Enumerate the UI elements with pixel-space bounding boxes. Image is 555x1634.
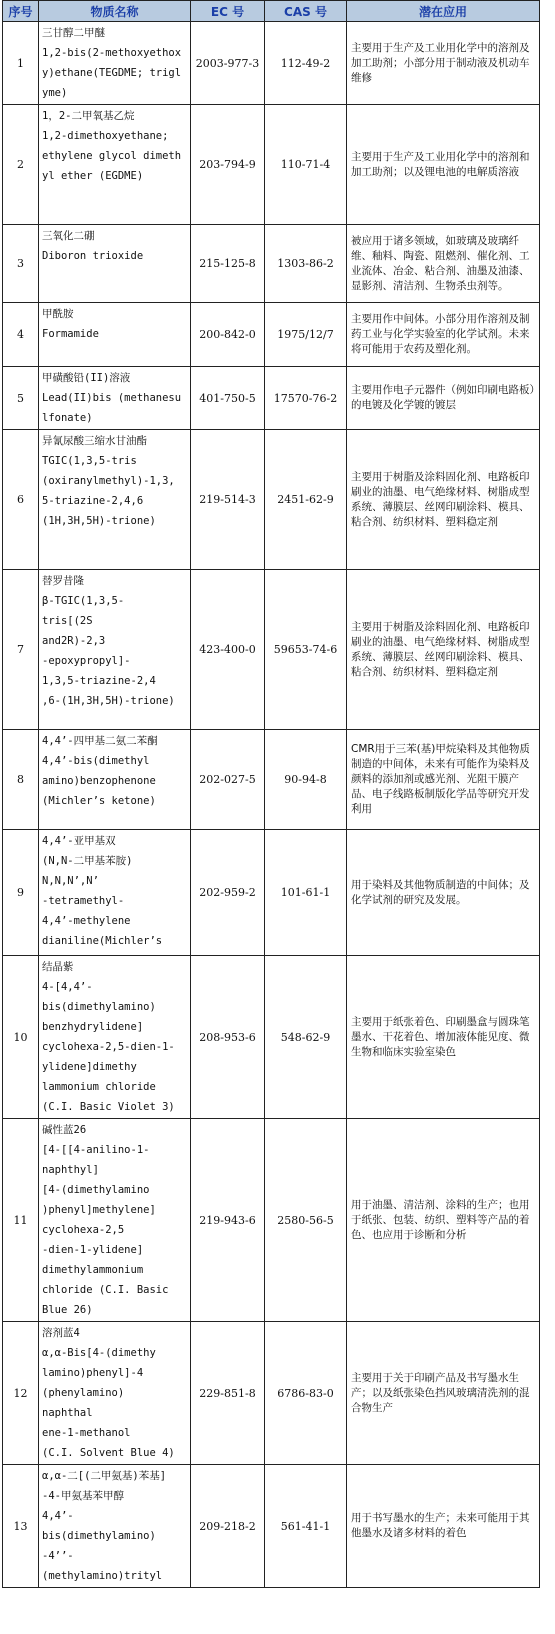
row-substance-name [39, 430, 191, 570]
substance-name-line: 4-[4,4’- [42, 981, 93, 993]
substance-name-line: [4-[[4-anilino-1- [42, 1144, 150, 1156]
table-row [3, 303, 540, 367]
substance-name-line: TGIC(1,3,5-tris [42, 455, 137, 467]
header-ec: EC 号 [191, 1, 265, 22]
table-row [3, 1322, 540, 1465]
substance-table [2, 0, 540, 1588]
row-ec-number: 2003-977-3 [191, 22, 265, 105]
row-potential-use: 主要用于树脂及涂料固化剂、电路板印刷业的油墨、电气绝缘材料、树脂成型系统、薄膜层、丝网印刷涂料、模具、粘合剂、纺织材料、塑料稳定剂 [347, 570, 540, 730]
substance-name-line: naphthal [42, 1407, 93, 1419]
substance-name-line: cyclohexa-2,5-dien-1- [42, 1041, 175, 1053]
row-seq: 7 [3, 570, 39, 730]
row-potential-use: 被应用于诸多领域，如玻璃及玻璃纤维、釉料、陶瓷、阻燃剂、催化剂、工业流体、冶金、粘合剂、油墨及油漆、显影剂、清洁剂、生物杀虫剂等。 [347, 225, 540, 303]
substance-name-line: 异氰尿酸三缩水甘油酯 [42, 435, 147, 447]
substance-name-line: 4,4’-bis(dimethyl [42, 755, 150, 767]
substance-name-line: ylidene]dimethy [42, 1061, 137, 1073]
row-potential-use: 主要用作电子元器件（例如印刷电路板）的电镀及化学镀的镀层 [347, 367, 540, 430]
substance-name-line: 5-triazine-2,4,6 [42, 495, 144, 507]
row-ec-number: 203-794-9 [191, 105, 265, 225]
row-substance-name [39, 105, 191, 225]
substance-name-line: dimethylammonium [42, 1264, 144, 1276]
substance-name-line: 替罗昔隆 [42, 575, 84, 587]
row-potential-use: 主要用于树脂及涂料固化剂、电路板印刷业的油墨、电气绝缘材料、树脂成型系统、薄膜层、丝网印刷涂料、模具、粘合剂、纺织材料、塑料稳定剂 [347, 430, 540, 570]
row-cas-number: 2580-56-5 [265, 1119, 347, 1322]
row-potential-use: 主要用于纸张着色、印刷墨盒与圆珠笔墨水、干花着色、增加液体能见度、微生物和临床实验室染色 [347, 956, 540, 1119]
substance-name-line: 4,4’-methylene [42, 915, 131, 927]
substance-name-line: -tetramethyl- [42, 895, 125, 907]
substance-name-line: -dien-1-ylidene] [42, 1244, 144, 1256]
substance-name-line: [4-(dimethylamino [42, 1184, 150, 1196]
table-row [3, 730, 540, 830]
row-ec-number: 219-943-6 [191, 1119, 265, 1322]
substance-name-line: (C.I. Solvent Blue 4) [42, 1447, 175, 1459]
row-seq: 11 [3, 1119, 39, 1322]
row-ec-number: 208-953-6 [191, 956, 265, 1119]
row-cas-number: 101-61-1 [265, 830, 347, 956]
substance-name-line: ,6-(1H,3H,5H)-trione) [42, 695, 175, 707]
substance-name-line: (N,N-二甲基苯胺) [42, 855, 133, 867]
table-row [3, 1465, 540, 1588]
substance-name-line: Lead(II)bis (methanesulfonate) [42, 392, 182, 424]
substance-name-line: (methylamino)trityl [42, 1570, 163, 1582]
table-row [3, 105, 540, 225]
table-row [3, 570, 540, 730]
row-ec-number: 202-959-2 [191, 830, 265, 956]
row-cas-number: 110-71-4 [265, 105, 347, 225]
row-seq: 5 [3, 367, 39, 430]
row-ec-number: 423-400-0 [191, 570, 265, 730]
substance-name-line: -4-甲氨基苯甲醇 [42, 1490, 124, 1502]
row-cas-number: 561-41-1 [265, 1465, 347, 1588]
row-cas-number: 2451-62-9 [265, 430, 347, 570]
row-seq: 12 [3, 1322, 39, 1465]
substance-name-line: )phenyl]methylene] [42, 1204, 156, 1216]
row-cas-number: 1975/12/7 [265, 303, 347, 367]
substance-name-line: naphthyl] [42, 1164, 99, 1176]
substance-name-line: 4,4’-四甲基二氨二苯酮 [42, 735, 158, 747]
row-cas-number: 1303-86-2 [265, 225, 347, 303]
row-potential-use: 主要用于关于印刷产品及书写墨水生产；以及纸张染色挡风玻璃清洗剂的混合物生产 [347, 1322, 540, 1465]
row-cas-number: 548-62-9 [265, 956, 347, 1119]
row-substance-name [39, 22, 191, 105]
substance-name-line: 碱性蓝26 [42, 1124, 87, 1136]
substance-name-line: chloride (C.I. Basic [42, 1284, 169, 1296]
row-ec-number: 215-125-8 [191, 225, 265, 303]
substance-name-line: cyclohexa-2,5 [42, 1224, 125, 1236]
row-seq: 1 [3, 22, 39, 105]
substance-name-line: 甲酰胺 [42, 308, 74, 320]
row-substance-name [39, 730, 191, 830]
substance-name-line: Formamide [42, 328, 99, 340]
table-row [3, 956, 540, 1119]
substance-name-line: ethylene glycol dimethyl ether (EGDME) [42, 150, 182, 182]
row-substance-name [39, 1465, 191, 1588]
substance-name-line: 4,4’-亚甲基双 [42, 835, 116, 847]
substance-name-line: (phenylamino) [42, 1387, 125, 1399]
row-potential-use: 主要用作中间体。小部分用作溶剂及制药工业与化学实验室的化学试剂。未来将可能用于农药及塑化剂。 [347, 303, 540, 367]
table-row [3, 1119, 540, 1322]
row-ec-number: 202-027-5 [191, 730, 265, 830]
row-substance-name [39, 956, 191, 1119]
row-substance-name [39, 830, 191, 956]
substance-name-line: (oxiranylmethyl)-1,3, [42, 475, 175, 487]
substance-name-line: ene-1-methanol [42, 1427, 131, 1439]
header-cas: CAS 号 [265, 1, 347, 22]
substance-name-line: β-TGIC(1,3,5- [42, 595, 125, 607]
row-potential-use: CMR用于三苯(基)甲烷染料及其他物质制造的中间体，未来有可能作为染料及颜料的添加剂或感光剂、光阻干膜产品、电子线路板制版化学品等研究开发利用 [347, 730, 540, 830]
substance-name-line: 三甘醇二甲醚 [42, 27, 105, 39]
substance-name-line: 1,2-bis(2-methoxyethoxy)ethane(TEGDME; triglyme) [42, 47, 182, 99]
substance-name-line: 甲磺酸铅(II)溶液 [42, 372, 131, 384]
substance-name-line: benzhydrylidene] [42, 1021, 144, 1033]
substance-name-line: 溶剂蓝4 [42, 1327, 80, 1339]
row-ec-number: 200-842-0 [191, 303, 265, 367]
table-row [3, 367, 540, 430]
substance-name-line: lamino)phenyl]-4 [42, 1367, 144, 1379]
row-seq: 6 [3, 430, 39, 570]
row-cas-number: 112-49-2 [265, 22, 347, 105]
header-use: 潜在应用 [347, 1, 540, 22]
row-ec-number: 229-851-8 [191, 1322, 265, 1465]
substance-name-line: α,α-二[(二甲氨基)苯基] [42, 1470, 167, 1482]
substance-name-line: Blue 26) [42, 1304, 93, 1316]
substance-name-line: 1,2-dimethoxyethane; [42, 130, 169, 142]
row-substance-name [39, 367, 191, 430]
row-seq: 2 [3, 105, 39, 225]
table-row [3, 430, 540, 570]
substance-name-line: (C.I. Basic Violet 3) [42, 1101, 175, 1113]
substance-name-line: (Michler’s ketone) [42, 795, 156, 807]
row-cas-number: 59653-74-6 [265, 570, 347, 730]
row-seq: 3 [3, 225, 39, 303]
row-potential-use: 用于油墨、清洁剂、涂料的生产；也用于纸张、包装、纺织、塑料等产品的着色、也应用于诊断和分析 [347, 1119, 540, 1322]
row-seq: 13 [3, 1465, 39, 1588]
row-potential-use: 用于染料及其他物质制造的中间体；及化学试剂的研究及发展。 [347, 830, 540, 956]
row-ec-number: 401-750-5 [191, 367, 265, 430]
row-potential-use: 用于书写墨水的生产；未来可能用于其他墨水及诸多材料的着色 [347, 1465, 540, 1588]
substance-name-line: 三氧化二硼 [42, 230, 95, 242]
substance-name-line: 结晶紫 [42, 961, 74, 973]
row-substance-name [39, 303, 191, 367]
substance-name-line: N,N,N’,N’ [42, 875, 99, 887]
table-row [3, 830, 540, 956]
substance-name-line: -4’’- [42, 1550, 74, 1562]
row-seq: 4 [3, 303, 39, 367]
row-substance-name [39, 225, 191, 303]
substance-name-line: lammonium chloride [42, 1081, 156, 1093]
substance-name-line: (1H,3H,5H)-trione) [42, 515, 156, 527]
substance-name-line: 1，2-二甲氧基乙烷 [42, 110, 135, 122]
substance-name-line: 1,3,5-triazine-2,4 [42, 675, 156, 687]
substance-name-line: bis(dimethylamino) [42, 1530, 156, 1542]
substance-name-line: dianiline(Michler’s [42, 935, 163, 947]
substance-name-line: and2R)-2,3 [42, 635, 106, 647]
header-row [3, 1, 540, 22]
row-potential-use: 主要用于生产及工业用化学中的溶剂和加工助剂；以及锂电池的电解质溶液 [347, 105, 540, 225]
substance-name-line: Diboron trioxide [42, 250, 144, 262]
row-substance-name [39, 1322, 191, 1465]
row-cas-number: 90-94-8 [265, 730, 347, 830]
row-ec-number: 219-514-3 [191, 430, 265, 570]
header-seq: 序号 [3, 1, 39, 22]
table-row [3, 225, 540, 303]
row-substance-name [39, 570, 191, 730]
substance-name-line: α,α-Bis[4-(dimethy [42, 1347, 156, 1359]
header-name: 物质名称 [39, 1, 191, 22]
substance-name-line: -epoxypropyl]- [42, 655, 131, 667]
row-substance-name [39, 1119, 191, 1322]
row-cas-number: 6786-83-0 [265, 1322, 347, 1465]
substance-name-line: tris[(2S [42, 615, 93, 627]
row-potential-use: 主要用于生产及工业用化学中的溶剂及加工助剂；小部分用于制动液及机动车维修 [347, 22, 540, 105]
row-cas-number: 17570-76-2 [265, 367, 347, 430]
row-seq: 9 [3, 830, 39, 956]
substance-name-line: 4,4’- [42, 1510, 74, 1522]
substance-name-line: bis(dimethylamino) [42, 1001, 156, 1013]
row-ec-number: 209-218-2 [191, 1465, 265, 1588]
row-seq: 8 [3, 730, 39, 830]
substance-name-line: amino)benzophenone [42, 775, 156, 787]
table-row [3, 22, 540, 105]
row-seq: 10 [3, 956, 39, 1119]
